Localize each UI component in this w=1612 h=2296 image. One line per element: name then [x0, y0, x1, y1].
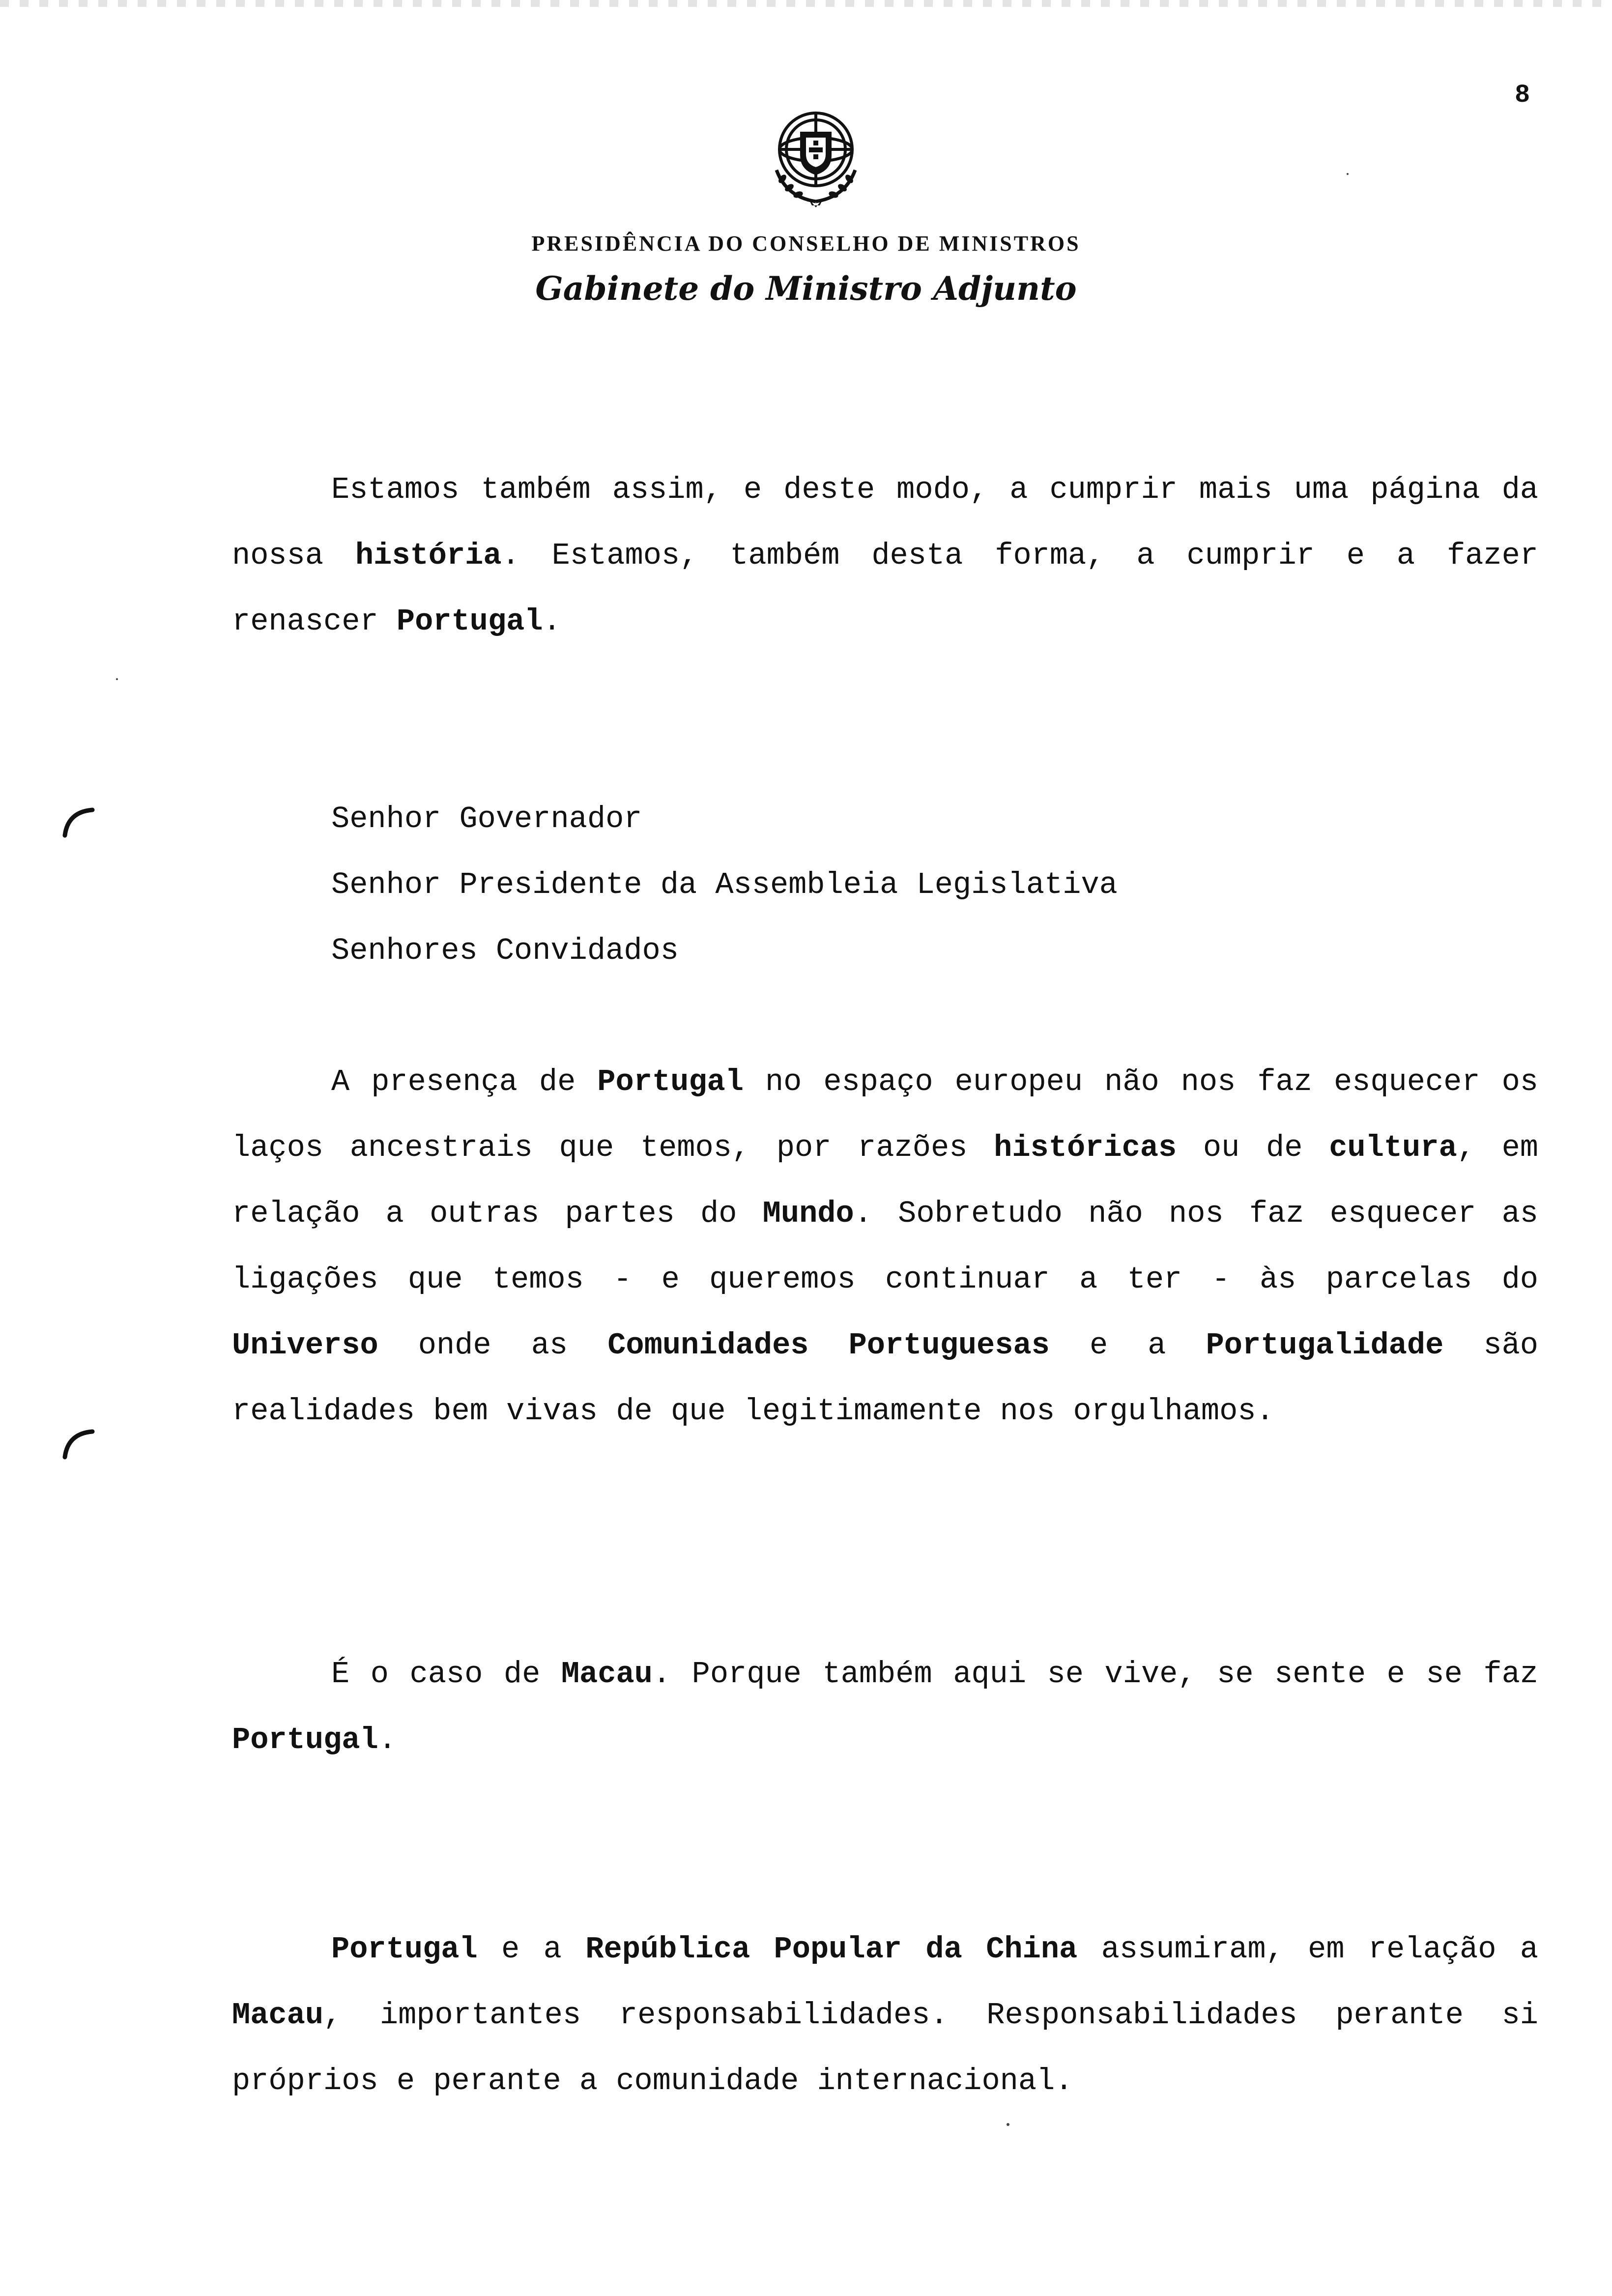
cabinet-name: Gabinete do Ministro Adjunto — [535, 269, 1077, 308]
salutations — [331, 786, 1118, 984]
salutation-line: Senhor Presidente da Assembleia Legislativa — [331, 867, 1118, 902]
paragraph-1: Estamos também assim, e deste modo, a cumprir mais uma página da nossa história. Estamos, também desta forma, a cumprir e a fazer renascer Portugal. — [232, 472, 1538, 639]
portuguese-coat-of-arms-icon — [757, 96, 875, 214]
salutation-line: Senhores Convidados — [331, 933, 679, 968]
paragraph-3: É o caso de Macau. Porque também aqui se vive, se sente e se faz Portugal. — [232, 1657, 1538, 1757]
scan-edge-noise — [0, 0, 1612, 7]
paragraph-2: A presença de Portugal no espaço europeu não nos faz esquecer os laços ancestrais que temos, por razões históricas ou de cultura, em relação a outras partes do Mundo. Sobretudo não nos faz esquecer as ligações que temos - e queremos continuar a ter - às parcelas do Universo onde as Comunidades Portuguesas e a Portugalidade são realidades bem vivas de que legitimamente nos orgulhamos. — [232, 1064, 1539, 1429]
salutation-line: Senhor Governador — [331, 802, 642, 836]
punch-hole-mark — [58, 1423, 107, 1472]
organization-name: PRESIDÊNCIA DO CONSELHO DE MINISTROS — [531, 231, 1081, 256]
scan-speck — [1007, 2123, 1009, 2126]
scan-speck — [116, 678, 118, 680]
paragraph-4: Portugal e a República Popular da China assumiram, em relação a Macau, importantes responsabilidades. Responsabilidades perante si próprios e perante a comunidade internacional. — [232, 1932, 1539, 2098]
scan-speck — [1347, 173, 1349, 175]
page-number: 8 — [1515, 81, 1530, 110]
punch-hole-mark — [58, 801, 107, 850]
